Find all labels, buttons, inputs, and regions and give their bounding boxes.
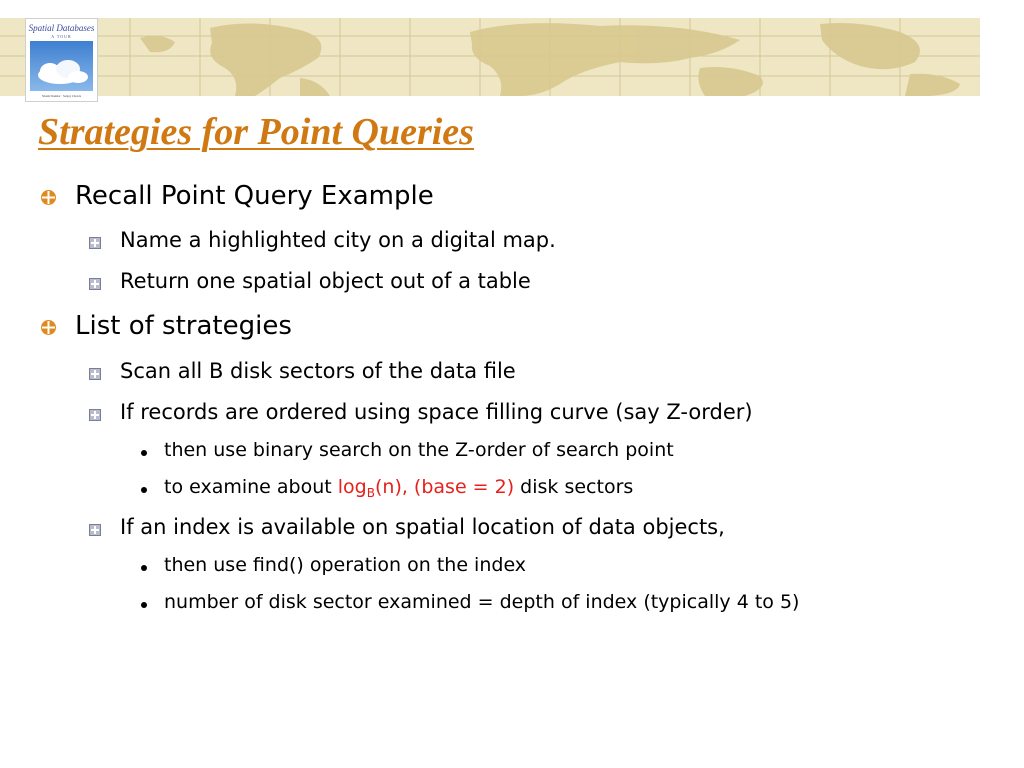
square-bullet-icon [89,409,101,421]
square-bullet-icon [89,368,101,380]
dot-bullet-icon [141,602,147,608]
dot-bullet-icon [141,487,147,493]
list-item: Name a highlighted city on a digital map. [120,228,556,252]
log-subscript: B [366,486,375,500]
book-cover-image [25,18,98,102]
list-item: number of disk sector examined = depth of index (typically 4 to 5) [164,591,800,613]
list-item: Scan all B disk sectors of the data file [120,359,516,383]
cloud-image [30,41,93,91]
list-item: If records are ordered using space filling curve (say Z-order) [120,400,753,424]
orange-disc-bullet-icon [40,319,57,336]
list-item: If an index is available on spatial location of data objects, [120,515,725,539]
square-bullet-icon [89,237,101,249]
square-bullet-icon [89,278,101,290]
log-main: log [337,476,367,498]
list-item [164,476,633,498]
log-expression [338,476,514,498]
list-item: List of strategies [75,311,292,341]
cover-authors: Shashi Shekhar · Sanjay Chawla [41,94,82,98]
dot-bullet-icon [141,450,147,456]
cover-subtitle: A TOUR [51,34,72,39]
list-item: Recall Point Query Example [75,181,434,211]
list-item: Return one spatial object out of a table [120,269,531,293]
world-map-banner [0,18,980,96]
dot-bullet-icon [141,565,147,571]
square-bullet-icon [89,524,101,536]
cover-title: Spatial Databases [28,23,95,33]
orange-disc-bullet-icon [40,189,57,206]
slide-title: Strategies for Point Queries [38,111,474,153]
list-item: then use binary search on the Z-order of search point [164,439,674,461]
list-item: then use find() operation on the index [164,554,527,576]
item-prefix: to examine about [164,476,338,498]
log-rest: (n), (base = 2) [374,476,515,498]
item-suffix: disk sectors [514,476,634,498]
